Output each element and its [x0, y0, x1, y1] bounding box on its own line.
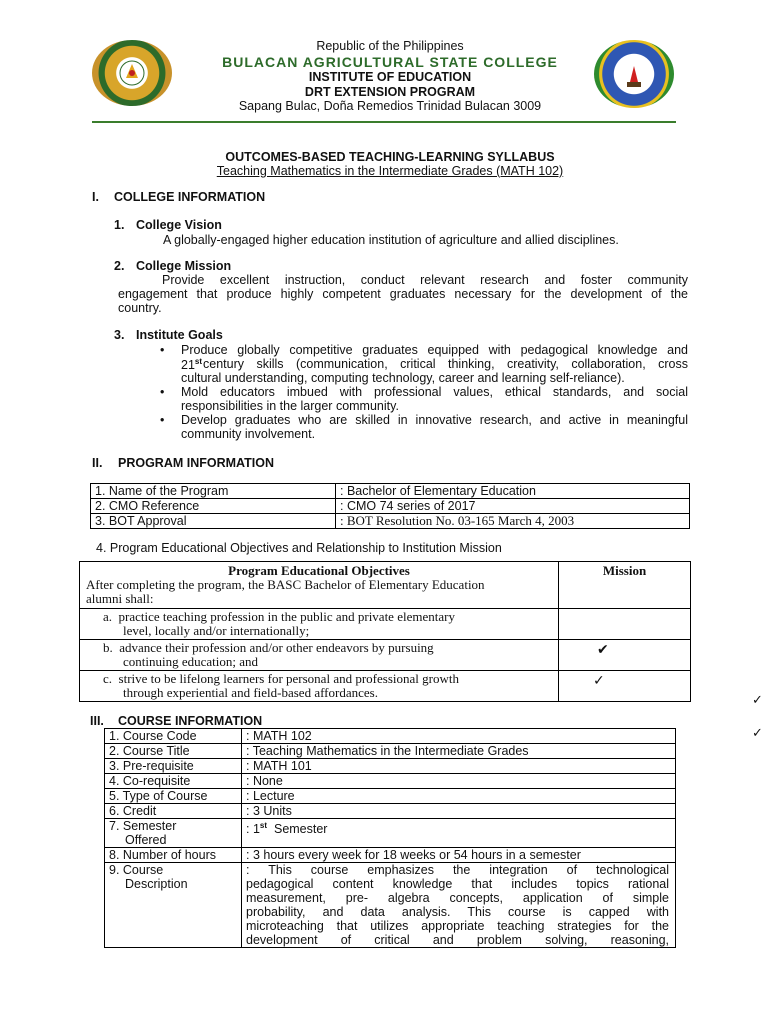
- table-row: [105, 848, 676, 863]
- section2-num: II.: [92, 456, 103, 470]
- goal-bullet: •: [160, 385, 165, 399]
- table-row: [91, 484, 690, 499]
- peo-c-line-1: [103, 672, 552, 686]
- desc-line: probability, and data analysis. This course is capped with: [246, 905, 669, 919]
- table-row: [105, 804, 676, 819]
- peo-a-letter: a.: [103, 609, 113, 624]
- goal-1-sup: st: [194, 357, 203, 366]
- table-row: [80, 562, 691, 609]
- section1-num: I.: [92, 190, 99, 204]
- table-cell: : 3 Units: [242, 804, 676, 819]
- table-row: [105, 789, 676, 804]
- table-cell: : BOT Resolution No. 03-165 March 4, 2003: [336, 514, 690, 529]
- table-cell: : MATH 102: [242, 729, 676, 744]
- mission-col-header: Mission: [559, 562, 691, 609]
- semester-value-post: Semester: [267, 822, 328, 837]
- semester-value-pre: : 1: [246, 822, 260, 837]
- peo-b-mark: ✔: [559, 640, 691, 671]
- peo-c-text-1: strive to be lifelong learners for personal and professional growth: [118, 671, 459, 686]
- course-info-table: [104, 728, 676, 948]
- peo-a-line-2: level, locally and/or internationally;: [123, 623, 310, 638]
- table-cell: 2. Course Title: [105, 744, 242, 759]
- table-row: [105, 863, 676, 948]
- peo-heading: 4. Program Educational Objectives and Relationship to Institution Mission: [96, 541, 502, 555]
- peo-table: [79, 561, 691, 702]
- desc-label-2: Description: [125, 877, 188, 891]
- section2-heading: PROGRAM INFORMATION: [118, 456, 275, 470]
- table-row: [80, 640, 691, 671]
- goal-1-number: 21: [181, 358, 195, 373]
- institute-name: INSTITUTE OF EDUCATION: [308, 70, 472, 84]
- table-cell: 1. Course Code: [105, 729, 242, 744]
- peo-b-line-2: continuing education; and: [123, 654, 259, 669]
- goal-3-line-1: Develop graduates who are skilled in innovative research, and active in meaningful: [181, 413, 688, 427]
- republic-line: Republic of the Philippines: [316, 39, 464, 53]
- mission-line-3: country.: [118, 301, 162, 315]
- table-cell: [105, 819, 242, 848]
- peo-b-text-1: advance their profession and/or other endeavors by pursuing: [119, 640, 434, 655]
- table-row: [80, 609, 691, 640]
- desc-line: : This course emphasizes the integration of technological: [246, 863, 669, 877]
- table-cell: 4. Co-requisite: [105, 774, 242, 789]
- goal-2-line-2: responsibilities in the larger community.: [181, 399, 399, 413]
- table-row: [105, 774, 676, 789]
- table-row: [105, 729, 676, 744]
- table-cell: 5. Type of Course: [105, 789, 242, 804]
- desc-line: measurement, pre- algebra concepts, application of simple: [246, 891, 669, 905]
- table-cell: 2. CMO Reference: [91, 499, 336, 514]
- goal-3-line-2: community involvement.: [181, 427, 316, 441]
- peo-c-line-2: through experiential and field-based affordances.: [123, 685, 378, 700]
- vision-label: College Vision: [136, 218, 222, 232]
- table-row: [105, 744, 676, 759]
- address-line: Sapang Bulac, Doña Remedios Trinidad Bulacan 3009: [238, 99, 542, 113]
- table-cell: 3. BOT Approval: [91, 514, 336, 529]
- stray-check-mark: ✓: [752, 726, 763, 741]
- desc-line: pedagogical content knowledge that includes topics rational: [246, 877, 669, 891]
- program-info-table: [90, 483, 690, 529]
- goal-1-prefix: [181, 357, 202, 372]
- table-cell: 1. Name of the Program: [91, 484, 336, 499]
- table-cell: 8. Number of hours: [105, 848, 242, 863]
- mission-line-1: Provide excellent instruction, conduct relevant research and foster community: [162, 273, 688, 287]
- header-divider: [92, 121, 676, 123]
- mission-label: College Mission: [136, 259, 232, 273]
- peo-intro-1: After completing the program, the BASC Bachelor of Elementary Education: [86, 577, 485, 592]
- goals-num: 3.: [114, 328, 125, 342]
- table-cell: [242, 863, 676, 948]
- section1-heading: COLLEGE INFORMATION: [114, 190, 266, 204]
- table-cell: : 3 hours every week for 18 weeks or 54 hours in a semester: [242, 848, 676, 863]
- peo-col-header: Program Educational Objectives: [228, 563, 410, 578]
- table-row: [80, 671, 691, 702]
- table-row: [91, 514, 690, 529]
- semester-label-2: Offered: [125, 833, 167, 847]
- goal-1-line-1: Produce globally competitive graduates equipped with pedagogical knowledge and: [181, 343, 688, 357]
- desc-label-1: 9. Course: [109, 863, 164, 877]
- desc-line: development of critical and problem solving, reasoning,: [246, 933, 669, 947]
- peo-intro-2: alumni shall:: [86, 591, 154, 606]
- peo-c-letter: c.: [103, 671, 113, 686]
- college-name: BULACAN AGRICULTURAL STATE COLLEGE: [222, 54, 558, 70]
- goal-bullet: •: [160, 343, 165, 357]
- desc-line: microteaching that utilizes appropriate teaching strategies for the: [246, 919, 669, 933]
- college-seal-logo: [92, 40, 172, 106]
- program-name: DRT EXTENSION PROGRAM: [304, 85, 476, 99]
- college-seal-graphic: [92, 40, 172, 106]
- table-cell: [105, 863, 242, 948]
- mission-num: 2.: [114, 259, 125, 273]
- goal-2-line-1: Mold educators imbued with professional values, ethical standards, and social: [181, 385, 688, 399]
- table-cell: : Bachelor of Elementary Education: [336, 484, 690, 499]
- table-cell: 3. Pre-requisite: [105, 759, 242, 774]
- goal-bullet: •: [160, 413, 165, 427]
- table-cell: : MATH 101: [242, 759, 676, 774]
- goals-label: Institute Goals: [136, 328, 223, 342]
- table-cell: : CMO 74 series of 2017: [336, 499, 690, 514]
- table-cell: 6. Credit: [105, 804, 242, 819]
- table-row: [91, 499, 690, 514]
- institute-seal-graphic: [594, 40, 674, 108]
- section3-heading: COURSE INFORMATION: [118, 714, 263, 728]
- peo-a-text-1: practice teaching profession in the public and private elementary: [118, 609, 455, 624]
- table-row: [105, 819, 676, 848]
- peo-b-line-1: [103, 641, 552, 655]
- peo-b-letter: b.: [103, 640, 113, 655]
- syllabus-title: OUTCOMES-BASED TEACHING-LEARNING SYLLABUS: [225, 150, 555, 164]
- institute-seal-logo: [594, 40, 674, 108]
- semester-label-1: 7. Semester: [109, 819, 177, 833]
- peo-a-line-1: [103, 610, 552, 624]
- table-cell: : Teaching Mathematics in the Intermediate Grades: [242, 744, 676, 759]
- table-cell: : None: [242, 774, 676, 789]
- semester-sup: st: [259, 821, 268, 830]
- peo-c-mark: ✓: [559, 671, 691, 702]
- vision-text: A globally-engaged higher education institution of agriculture and allied disciplines.: [163, 233, 619, 247]
- goal-1-line-3: cultural understanding, computing technology, career and learning self-reliance).: [181, 371, 625, 385]
- mission-line-2: engagement that produce highly competent graduates necessary for the development of the: [118, 287, 688, 301]
- stray-check-mark: ✓: [752, 693, 763, 708]
- table-cell: [242, 819, 676, 848]
- syllabus-subtitle: Teaching Mathematics in the Intermediate Grades (MATH 102): [216, 164, 564, 178]
- vision-num: 1.: [114, 218, 125, 232]
- section3-num: III.: [90, 714, 104, 728]
- peo-a-mark: [559, 609, 691, 640]
- table-row: [105, 759, 676, 774]
- table-cell: : Lecture: [242, 789, 676, 804]
- goal-1-line-2: century skills (communication, critical thinking, creativity, collaboration, cross: [203, 357, 688, 371]
